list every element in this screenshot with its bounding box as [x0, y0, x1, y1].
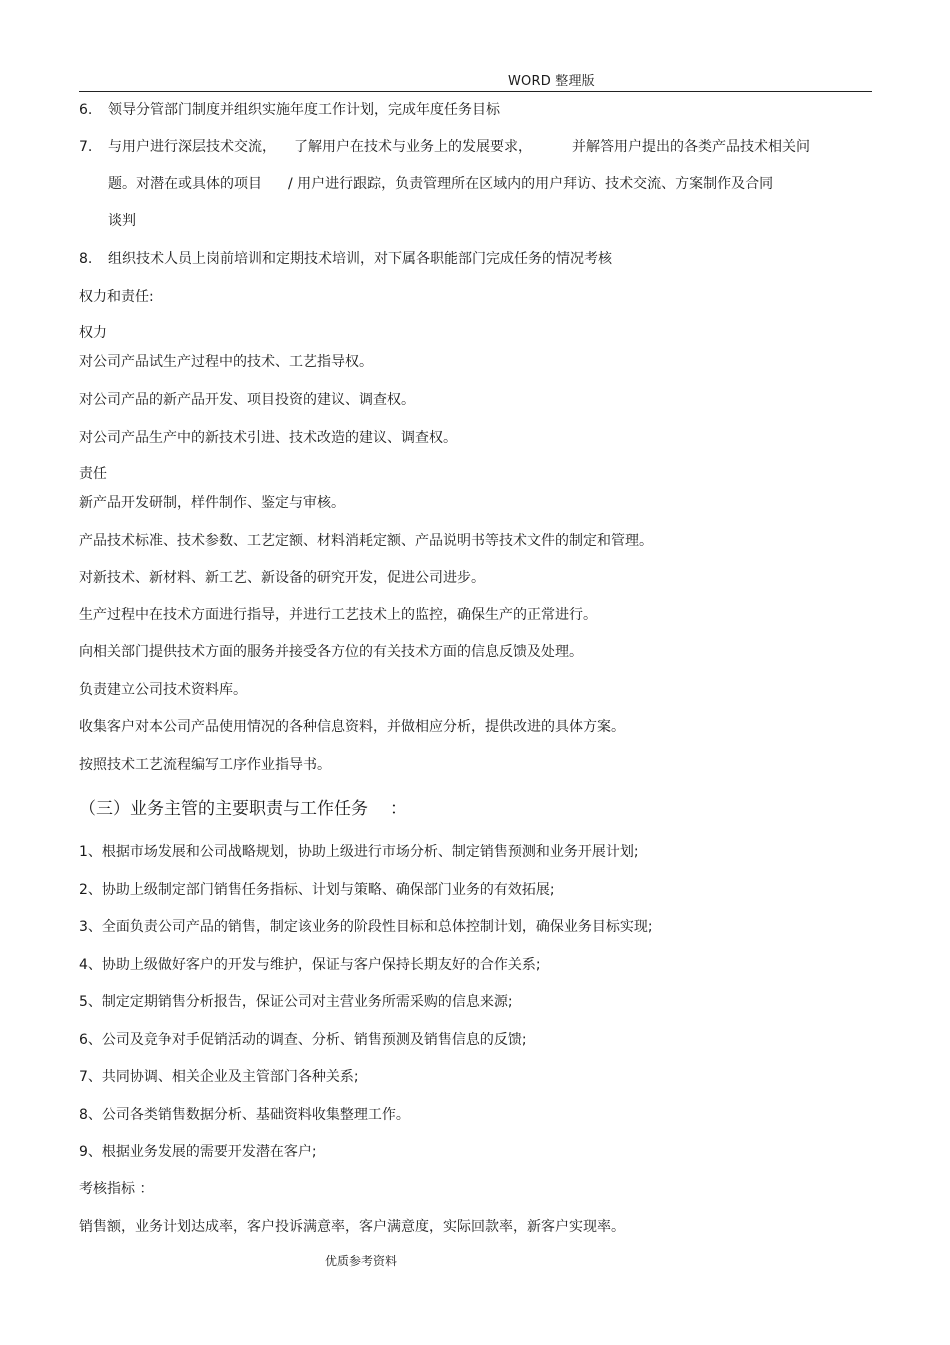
duty-item: 1、根据市场发展和公司战略规划，协助上级进行市场分析、制定销售预测和业务开展计划;: [79, 844, 639, 860]
list-number: 7.: [79, 139, 93, 155]
duty-item: 7、共同协调、相关企业及主管部门各种关系;: [79, 1069, 359, 1085]
duty-item: 8、公司各类销售数据分析、基础资料收集整理工作。: [79, 1107, 410, 1123]
resp-label: 责任: [79, 466, 107, 482]
resp-item: 负责建立公司技术资料库。: [79, 682, 247, 698]
list-text: 领导分管部门制度并组织实施年度工作计划，完成年度任务目标: [108, 102, 500, 118]
duty-item: 3、全面负责公司产品的销售，制定该业务的阶段性目标和总体控制计划，确保业务目标实现;: [79, 919, 653, 935]
list-text: 组织技术人员上岗前培训和定期技术培训，对下属各职能部门完成任务的情况考核: [108, 251, 612, 267]
power-item: 对公司产品的新产品开发、项目投资的建议、调查权。: [79, 392, 415, 408]
header-rule: [79, 91, 872, 92]
resp-item: 新产品开发研制，样件制作、鉴定与审核。: [79, 495, 345, 511]
kpi-label: 考核指标 ：: [79, 1181, 154, 1197]
duty-item: 2、协助上级制定部门销售任务指标、计划与策略、确保部门业务的有效拓展;: [79, 882, 555, 898]
duty-item: 6、公司及竞争对手促销活动的调查、分析、销售预测及销售信息的反馈;: [79, 1032, 527, 1048]
power-label: 权力: [79, 325, 107, 341]
list-text-part1: 与用户进行深层技术交流，: [108, 139, 276, 155]
list-text-part3: 并解答用户提出的各类产品技术相关问: [572, 139, 810, 155]
list-number: 8.: [79, 251, 93, 267]
kpi-text: 销售额，业务计划达成率，客户投诉满意率，客户满意度，实际回款率，新客户实现率。: [79, 1219, 625, 1235]
list-item-8: [79, 250, 612, 268]
section-title: （三）业务主管的主要职责与工作任务: [79, 799, 368, 819]
list-item-7-line2: [108, 175, 773, 193]
section-heading: [79, 800, 407, 818]
list-number: 6.: [79, 102, 93, 118]
page-footer: 优质参考资料: [325, 1254, 398, 1268]
list-item-6: [79, 101, 500, 119]
resp-item: 向相关部门提供技术方面的服务并接受各方位的有关技术方面的信息反馈及处理。: [79, 644, 583, 660]
resp-item: 按照技术工艺流程编写工序作业指导书。: [79, 757, 331, 773]
resp-item: 产品技术标准、技术参数、工艺定额、材料消耗定额、产品说明书等技术文件的制定和管理。: [79, 533, 653, 549]
duty-item: 4、协助上级做好客户的开发与维护，保证与客户保持长期友好的合作关系;: [79, 957, 541, 973]
duty-item: 5、制定定期销售分析报告，保证公司对主营业务所需采购的信息来源;: [79, 994, 513, 1010]
resp-item: 对新技术、新材料、新工艺、新设备的研究开发，促进公司进步。: [79, 570, 485, 586]
section-colon: ：: [390, 799, 407, 819]
resp-item: 生产过程中在技术方面进行指导，并进行工艺技术上的监控，确保生产的正常进行。: [79, 607, 597, 623]
duty-item: 9、根据业务发展的需要开发潜在客户;: [79, 1144, 317, 1160]
list-item-7-line3: 谈判: [108, 213, 136, 229]
page-header: WORD 整理版: [508, 74, 595, 89]
power-item: 对公司产品生产中的新技术引进、技术改造的建议、调查权。: [79, 430, 457, 446]
list-item-7: [79, 138, 810, 156]
resp-item: 收集客户对本公司产品使用情况的各种信息资料，并做相应分析，提供改进的具体方案。: [79, 719, 625, 735]
list-text-line2b: / 用户进行跟踪，负责管理所在区域内的用户拜访、技术交流、方案制作及合同: [288, 176, 774, 192]
power-resp-title: 权力和责任:: [79, 289, 154, 305]
list-text-part2: 了解用户在技术与业务上的发展要求，: [294, 139, 532, 155]
list-text-line2a: 题。对潜在或具体的项目: [108, 176, 262, 192]
power-item: 对公司产品试生产过程中的技术、工艺指导权。: [79, 354, 373, 370]
